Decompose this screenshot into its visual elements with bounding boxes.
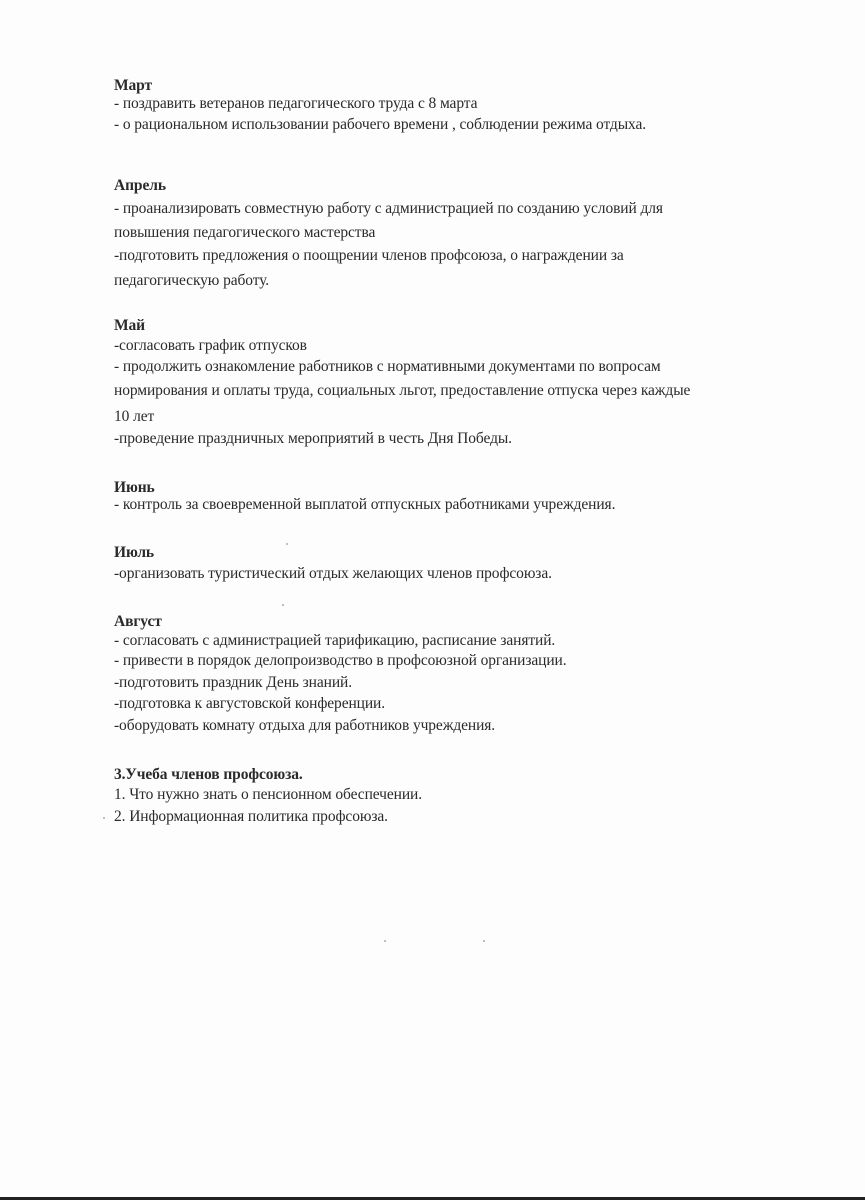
text-line: -согласовать график отпусков — [114, 337, 307, 354]
scan-speck — [282, 604, 284, 606]
heading-august: Август — [114, 613, 162, 630]
scan-speck — [286, 543, 288, 545]
heading-may: Май — [114, 317, 146, 334]
text-line: 10 лет — [114, 408, 155, 425]
text-line: - контроль за своевременной выплатой отпускных работниками учреждения. — [114, 496, 616, 513]
text-line: 2. Информационная политика профсоюза. — [114, 808, 388, 825]
text-line: нормирования и оплаты труда, социальных льгот, предоставление отпуска через каждые — [114, 382, 691, 399]
heading-training: 3.Учеба членов профсоюза. — [114, 766, 303, 783]
text-line: - проанализировать совместную работу с администрацией по созданию условий для — [114, 200, 663, 217]
text-line: - продолжить ознакомление работников с нормативными документами по вопросам — [114, 358, 661, 375]
text-line: 1. Что нужно знать о пенсионном обеспечении. — [114, 786, 422, 803]
heading-april: Апрель — [114, 177, 166, 194]
text-line: -подготовка к августовской конференции. — [114, 695, 386, 712]
scan-speck — [384, 940, 386, 942]
heading-march: Март — [114, 77, 153, 94]
text-line: -подготовить праздник День знаний. — [114, 674, 353, 691]
text-line: -оборудовать комнату отдыха для работников учреждения. — [114, 717, 496, 734]
text-line: - поздравить ветеранов педагогического труда с 8 марта — [114, 95, 478, 112]
scan-speck — [483, 940, 485, 942]
text-line: -подготовить предложения о поощрении членов профсоюза, о награждении за — [114, 247, 624, 264]
text-line: педагогическую работу. — [114, 272, 270, 289]
text-line: -проведение праздничных мероприятий в честь Дня Победы. — [114, 430, 512, 447]
text-line: повышения педагогического мастерства — [114, 224, 376, 241]
text-line: - согласовать с администрацией тарификацию, расписание занятий. — [114, 632, 556, 649]
scan-speck — [103, 817, 105, 819]
heading-june: Июнь — [114, 479, 155, 496]
text-line: - о рациональном использовании рабочего времени , соблюдении режима отдыха. — [114, 116, 647, 133]
text-line: - привести в порядок делопроизводство в профсоюзной организации. — [114, 652, 567, 669]
heading-july: Июль — [114, 544, 155, 561]
text-line: -организовать туристический отдых желающих членов профсоюза. — [114, 565, 552, 582]
